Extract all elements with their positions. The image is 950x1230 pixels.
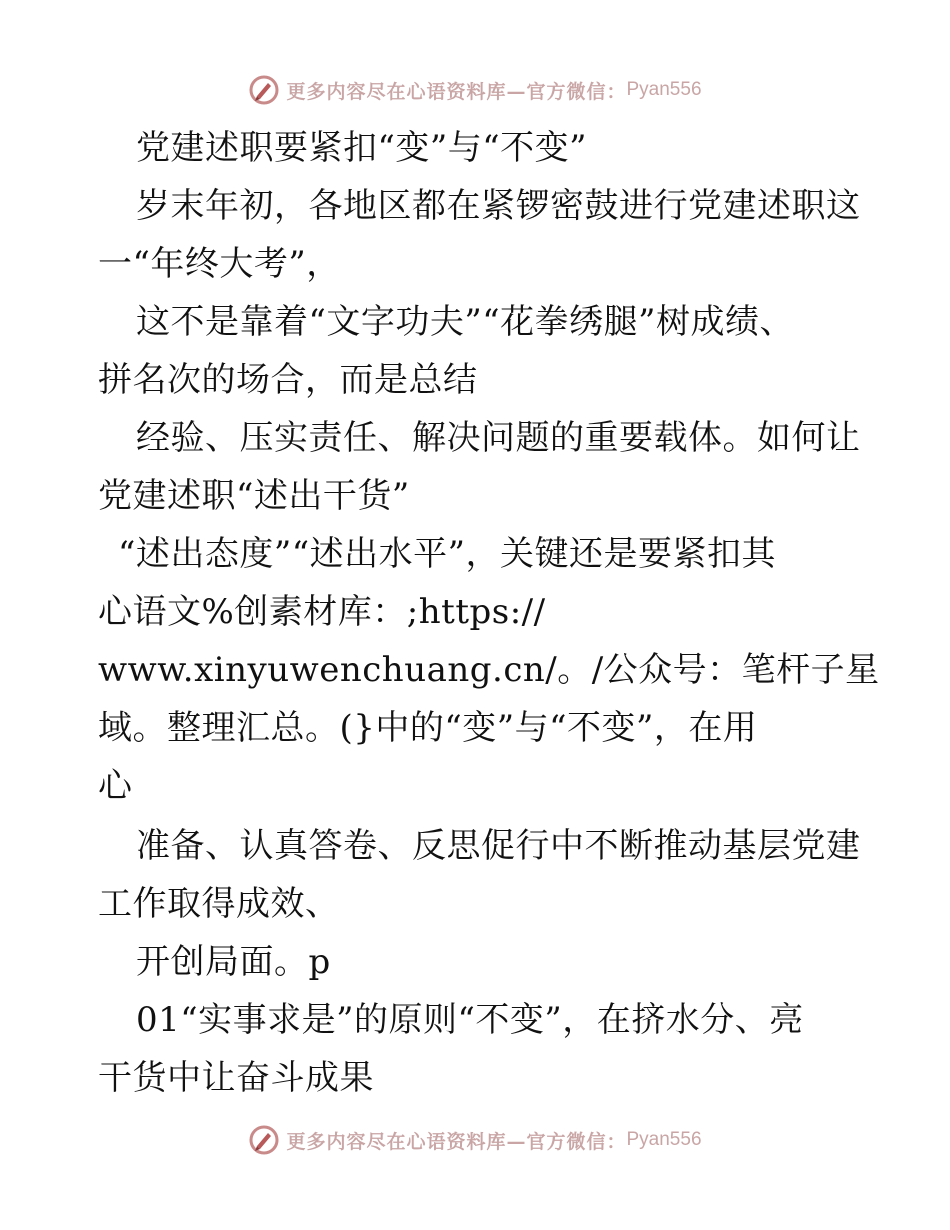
paragraph-line: 准备、认真答卷、反思促行中不断推动基层党建 [136,826,861,866]
paragraph-line: 开创局面。p [136,942,331,982]
banner-title: 更多内容尽在心语资料库— [286,1130,527,1153]
paragraph-line: 党建述职“述出干货” [98,476,410,516]
paragraph-line: 拼名次的场合，而是总结 [98,360,478,400]
paragraph-line: 工作取得成效、 [98,884,340,924]
paragraph-line: 01“实事求是”的原则“不变”，在挤水分、亮 [136,1000,804,1040]
banner-contact-label: 官方微信： [526,80,627,103]
paragraph-line: 岁末年初，各地区都在紧锣密鼓进行党建述职这 [136,186,861,226]
paragraph-line: 心 [98,766,133,806]
banner-contact-label: 官方微信： [526,1130,627,1153]
paragraph-line: 域。整理汇总。(}中的“变”与“不变”，在用 [98,708,758,748]
document-title: 党建述职要紧扣“变”与“不变” [136,128,588,168]
banner-contact-value: Pyan556 [626,79,702,100]
brand-logo-icon [248,1124,280,1156]
footer-banner [0,1120,950,1160]
paragraph-line: 一“年终大考”， [98,244,341,284]
paragraph-line: 心语文%创素材库：;https:// [98,592,546,632]
banner-contact-value: Pyan556 [626,1129,702,1150]
paragraph-line: “述出态度”“述出水平”，关键还是要紧扣其 [118,534,777,574]
paragraph-line: 经验、压实责任、解决问题的重要载体。如何让 [136,418,861,458]
paragraph-line: 这不是靠着“文字功夫”“花拳绣腿”树成绩、 [136,302,795,342]
banner-title: 更多内容尽在心语资料库— [286,80,527,103]
paragraph-line: 干货中让奋斗成果 [98,1058,374,1098]
brand-logo-icon [248,74,280,106]
paragraph-line: www.xinyuwenchuang.cn/。/公众号：笔杆子星 [98,650,880,690]
header-banner [0,70,950,110]
